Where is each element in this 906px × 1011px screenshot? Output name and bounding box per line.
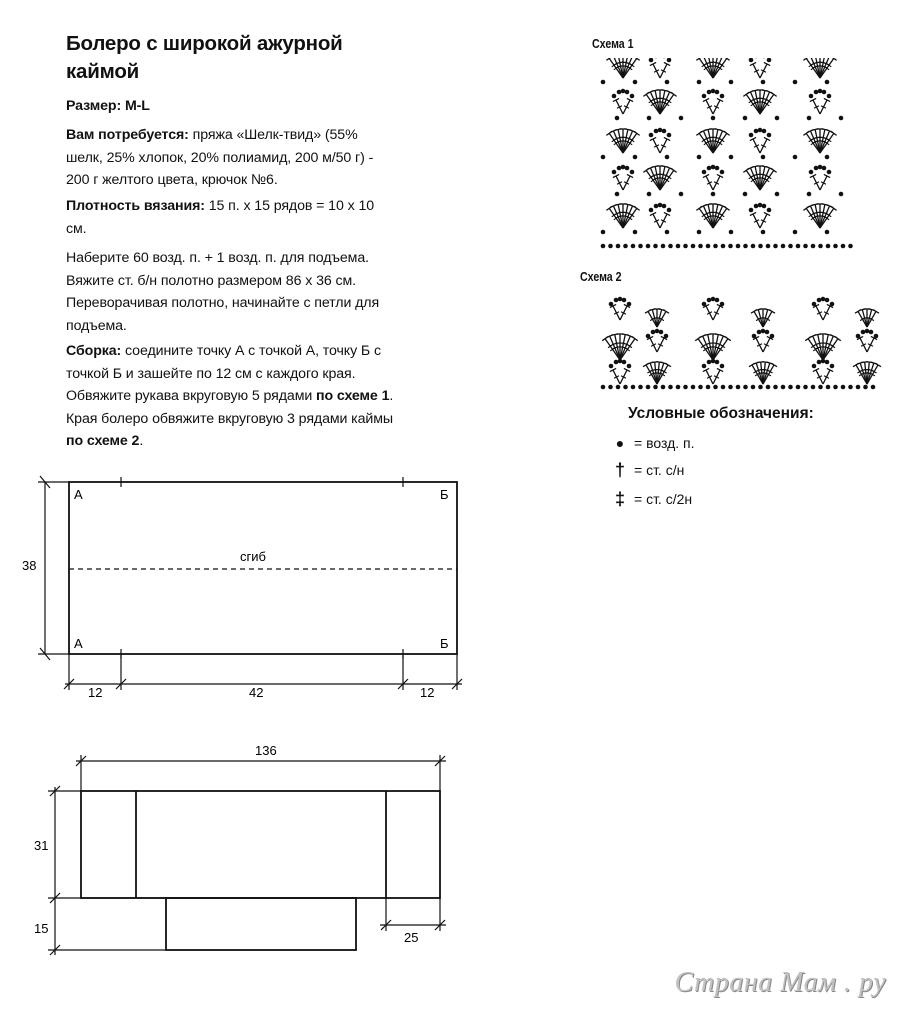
chain-dot [616, 244, 621, 249]
chain-dot [633, 155, 638, 160]
assembly-text-2: . Края болеро обвяжите вкруговую 3 рядами каймы [66, 388, 394, 427]
chain-dot [646, 385, 651, 390]
chain-dot [711, 165, 716, 170]
chain-dot [818, 89, 823, 94]
chain-dot [825, 230, 830, 235]
chain-dot [691, 385, 696, 390]
chain-dot [796, 385, 801, 390]
chain-dot [631, 244, 636, 249]
chain-dot [767, 133, 772, 138]
stitch-top [671, 168, 677, 172]
chain-dot [720, 94, 725, 99]
gauge-text: 15 п. х 15 рядов = 10 х 10 см. [66, 198, 375, 237]
materials-label: Вам потребуется: [66, 127, 189, 143]
stitch-top [831, 131, 837, 135]
chain-dot [646, 244, 651, 249]
chain-dot [654, 129, 659, 134]
chain-dot [622, 360, 627, 365]
chain-dot [773, 244, 778, 249]
assembly-label: Сборка: [66, 343, 122, 359]
gauge-label: Плотность вязания: [66, 198, 205, 214]
chain-dot [869, 330, 874, 335]
materials-text: пряжа «Шелк-твид» (55% шелк, 25% хлопок, 20% полиамид, 200 м/50 г) - 200 г желтого цвета, крючок №6. [66, 127, 374, 188]
chain-dot [825, 360, 830, 365]
chain-dot [679, 192, 684, 197]
chain-dot [736, 244, 741, 249]
chain-dot [788, 244, 793, 249]
corner-a-bottom: А [74, 636, 83, 651]
chain-dot [758, 244, 763, 249]
chain-dot [743, 244, 748, 249]
chain-dot [707, 360, 712, 365]
chain-dot [775, 192, 780, 197]
stitch-top [724, 131, 730, 135]
chain-dot [653, 244, 658, 249]
chain-dot [793, 155, 798, 160]
right-width-label: 12 [420, 685, 435, 700]
chain-dot [814, 166, 819, 171]
chain-dot [761, 155, 766, 160]
chain-dot [633, 80, 638, 85]
chain-dot [762, 204, 767, 209]
chain-dot [818, 165, 823, 170]
middle-width-label: 42 [249, 685, 264, 700]
chain-dot [609, 302, 614, 307]
chain-dot [711, 297, 716, 302]
stitch-top [771, 92, 777, 96]
fold-label: сгиб [240, 549, 266, 564]
chain-dot [833, 385, 838, 390]
chain-dot [646, 334, 651, 339]
chain-dot [743, 385, 748, 390]
chain-dot [811, 385, 816, 390]
chain-dot [809, 94, 814, 99]
chain-dot [676, 244, 681, 249]
chain-dot [654, 204, 659, 209]
legend-item-text: = ст. с/н [634, 462, 685, 478]
chain-dot [625, 166, 630, 171]
assembly-paragraph [66, 340, 396, 453]
chain-dot [833, 244, 838, 249]
scheme2-chart [595, 292, 885, 397]
chain-dot [841, 385, 846, 390]
sleeve-width-label: 25 [404, 930, 419, 945]
chain-dot [821, 297, 826, 302]
chain-dot [691, 244, 696, 249]
chain-dot [627, 302, 632, 307]
chain-dot [614, 360, 619, 365]
chain-dot [608, 244, 613, 249]
chain-dot [659, 330, 664, 335]
chain-dot [621, 89, 626, 94]
assembly-text-1: соедините точку А с точкой А, точку Б с точкой Б и зашейте по 12 см с каждого края. Обвяжите рукава вкруговую 5 рядами [66, 343, 381, 404]
article-title: Болеро с широкой ажурной каймой [66, 32, 343, 83]
legend-item-tc [612, 484, 695, 514]
chain-dot [720, 302, 725, 307]
chain-dot [758, 385, 763, 390]
chain-dot [623, 244, 628, 249]
chain-dot [661, 385, 666, 390]
stitch-top [632, 337, 638, 341]
chain-dot [662, 204, 667, 209]
chain-dot [702, 364, 707, 369]
chain-dot [814, 90, 819, 95]
legend-title: Условные обозначения: [628, 405, 814, 422]
chain-dot [761, 329, 766, 334]
chain-dot [655, 329, 660, 334]
chain-dot [811, 244, 816, 249]
chain-dot [627, 364, 632, 369]
chain-dot [796, 244, 801, 249]
chain-dot [856, 385, 861, 390]
chain-dot [623, 385, 628, 390]
chain-dot [609, 364, 614, 369]
chain-dot [658, 128, 663, 133]
legend-item-text: = ст. с/2н [634, 491, 693, 507]
chain-dot [601, 385, 606, 390]
chain-dot [707, 90, 712, 95]
chain-dot [830, 364, 835, 369]
chain-dot [751, 244, 756, 249]
chain-dot [618, 297, 623, 302]
chain-dot [826, 385, 831, 390]
chain-dot [766, 244, 771, 249]
chain-dot [665, 80, 670, 85]
corner-b-top: Б [440, 487, 449, 502]
chain-dot [825, 298, 830, 303]
chain-dot [825, 155, 830, 160]
site-watermark: Страна Мам . ру [674, 967, 886, 998]
chain-dot [762, 129, 767, 134]
double-crochet-icon: † [614, 459, 625, 480]
chain-dot [706, 244, 711, 249]
chain-dot [743, 116, 748, 121]
stitch-top [725, 337, 731, 341]
chain-dot [767, 58, 772, 62]
chain-dot [861, 330, 866, 335]
chain-dot [697, 230, 702, 235]
chain-dot [803, 385, 808, 390]
chain-dot [729, 155, 734, 160]
chain-dot [631, 385, 636, 390]
chain-dot [665, 155, 670, 160]
chain-dot [781, 244, 786, 249]
stitch-top [831, 206, 837, 210]
assembly-text-3: . [139, 433, 144, 449]
chain-dot [601, 230, 606, 235]
chain-dot [770, 334, 775, 339]
chain-dot [683, 244, 688, 249]
assembly-scheme2-ref: по схеме 2 [66, 433, 140, 449]
chain-stitch-icon: ● [615, 435, 625, 451]
chain-dot [661, 244, 666, 249]
chain-dot [809, 170, 814, 175]
chain-dot [793, 80, 798, 85]
chain-dot [754, 204, 759, 209]
chain-dot [653, 385, 658, 390]
chain-dot [757, 330, 762, 335]
chain-dot [754, 129, 759, 134]
chain-dot [865, 329, 870, 334]
chain-dot [830, 302, 835, 307]
treble-crochet-icon: ‡ [614, 488, 625, 509]
chain-dot [773, 385, 778, 390]
chain-dot [614, 298, 619, 303]
chain-dot [765, 330, 770, 335]
chain-dot [721, 244, 726, 249]
chain-dot [715, 166, 720, 171]
chain-dot [715, 298, 720, 303]
chain-dot [826, 244, 831, 249]
chain-dot [697, 155, 702, 160]
chain-dot [697, 80, 702, 85]
chain-dot [651, 330, 656, 335]
chain-dot [608, 385, 613, 390]
chain-dot [818, 385, 823, 390]
chain-dot [612, 94, 617, 99]
chain-dot [649, 133, 654, 138]
chain-dot [638, 244, 643, 249]
stitch-top [634, 131, 640, 135]
chain-dot [822, 166, 827, 171]
chain-dot [706, 385, 711, 390]
size-value: M-L [124, 98, 150, 114]
chain-dot [617, 90, 622, 95]
legend-item-dc [612, 456, 695, 484]
size-label: Размер: [66, 98, 122, 114]
stitch-top [724, 206, 730, 210]
chain-dot [630, 170, 635, 175]
chain-dot [841, 244, 846, 249]
chain-dot [658, 203, 663, 208]
chain-dot [721, 385, 726, 390]
chain-dot [667, 133, 672, 138]
chain-dot [707, 166, 712, 171]
chain-dot [793, 230, 798, 235]
chain-dot [649, 58, 654, 62]
assembly-scheme1-ref: по схеме 1 [316, 388, 390, 404]
scheme1-label: Схема 1 [592, 37, 634, 51]
materials-paragraph [66, 124, 396, 192]
chain-dot [817, 298, 822, 303]
chain-dot [601, 155, 606, 160]
chain-dot [615, 192, 620, 197]
chain-dot [638, 385, 643, 390]
chain-dot [625, 90, 630, 95]
chain-dot [622, 298, 627, 303]
chain-dot [766, 385, 771, 390]
chain-dot [812, 364, 817, 369]
chain-dot [616, 385, 621, 390]
chain-dot [807, 116, 812, 121]
legend-list [612, 430, 695, 514]
back-extension-outline [166, 898, 356, 950]
chain-dot [761, 230, 766, 235]
stitch-top [634, 206, 640, 210]
chain-dot [807, 192, 812, 197]
stitch-top [671, 92, 677, 96]
chain-dot [817, 360, 822, 365]
chain-dot [601, 80, 606, 85]
legend-item-chain [612, 430, 695, 456]
bolero-assembled-diagram [0, 735, 470, 965]
chain-dot [707, 298, 712, 303]
chain-dot [720, 170, 725, 175]
chain-dot [601, 244, 606, 249]
chain-dot [749, 208, 754, 213]
chain-dot [662, 129, 667, 134]
chain-dot [633, 230, 638, 235]
chain-dot [668, 385, 673, 390]
chain-dot [863, 385, 868, 390]
total-width-label: 136 [255, 743, 277, 758]
chain-dot [874, 334, 879, 339]
gauge-paragraph [66, 195, 396, 240]
chain-dot [827, 94, 832, 99]
chain-dot [667, 208, 672, 213]
chain-dot [711, 192, 716, 197]
chain-dot [728, 385, 733, 390]
chain-dot [665, 230, 670, 235]
stitch-top [835, 337, 841, 341]
chain-dot [668, 244, 673, 249]
chain-dot [743, 192, 748, 197]
instructions-paragraph: Наберите 60 возд. п. + 1 возд. п. для подъема. Вяжите ст. б/н полотно размером 86 х 36 см. Переворачивая полотно, начинайте с петли для подъема. [66, 250, 380, 334]
chain-dot [781, 385, 786, 390]
left-width-label: 12 [88, 685, 103, 700]
chain-dot [728, 244, 733, 249]
chain-dot [827, 170, 832, 175]
chain-dot [825, 80, 830, 85]
chain-dot [702, 94, 707, 99]
chain-dot [715, 90, 720, 95]
chain-dot [711, 116, 716, 121]
chain-dot [711, 89, 716, 94]
chain-dot [775, 116, 780, 121]
chain-dot [758, 203, 763, 208]
chain-dot [848, 385, 853, 390]
chain-dot [630, 94, 635, 99]
chain-dot [871, 385, 876, 390]
chain-dot [839, 192, 844, 197]
chain-dot [803, 244, 808, 249]
chain-dot [702, 302, 707, 307]
chain-dot [720, 364, 725, 369]
corner-a-top: А [74, 487, 83, 502]
chain-dot [683, 385, 688, 390]
chain-dot [758, 128, 763, 133]
chain-dot [679, 116, 684, 121]
chain-dot [729, 80, 734, 85]
chain-dot [621, 165, 626, 170]
chain-dot [848, 244, 853, 249]
chain-dot [649, 208, 654, 213]
chain-dot [698, 385, 703, 390]
body-height-label: 31 [34, 838, 49, 853]
chain-dot [736, 385, 741, 390]
chain-dot [647, 116, 652, 121]
chain-dot [676, 385, 681, 390]
lower-height-label: 15 [34, 921, 49, 936]
scheme1-chart [595, 58, 865, 253]
chain-dot [856, 334, 861, 339]
size-line [66, 95, 396, 118]
chain-dot [729, 230, 734, 235]
chain-dot [667, 58, 672, 62]
chain-dot [752, 334, 757, 339]
legend-item-text: = возд. п. [634, 435, 695, 451]
chain-dot [617, 166, 622, 171]
chain-dot [818, 244, 823, 249]
chain-dot [767, 208, 772, 213]
height-label: 38 [22, 558, 37, 573]
chain-dot [751, 385, 756, 390]
chain-dot [612, 170, 617, 175]
chain-dot [749, 133, 754, 138]
chain-dot [664, 334, 669, 339]
piece-outline [69, 482, 457, 654]
bolero-flat-diagram [0, 470, 480, 710]
chain-dot [713, 385, 718, 390]
chain-dot [761, 80, 766, 85]
chain-dot [749, 58, 754, 62]
chain-dot [715, 360, 720, 365]
corner-b-bottom: Б [440, 636, 449, 651]
chain-dot [788, 385, 793, 390]
chain-dot [713, 244, 718, 249]
chain-dot [702, 170, 707, 175]
chain-dot [839, 116, 844, 121]
chain-dot [647, 192, 652, 197]
chain-dot [822, 90, 827, 95]
chain-dot [812, 302, 817, 307]
chain-dot [615, 116, 620, 121]
scheme2-label: Схема 2 [580, 270, 622, 284]
chain-dot [698, 244, 703, 249]
stitch-top [771, 168, 777, 172]
